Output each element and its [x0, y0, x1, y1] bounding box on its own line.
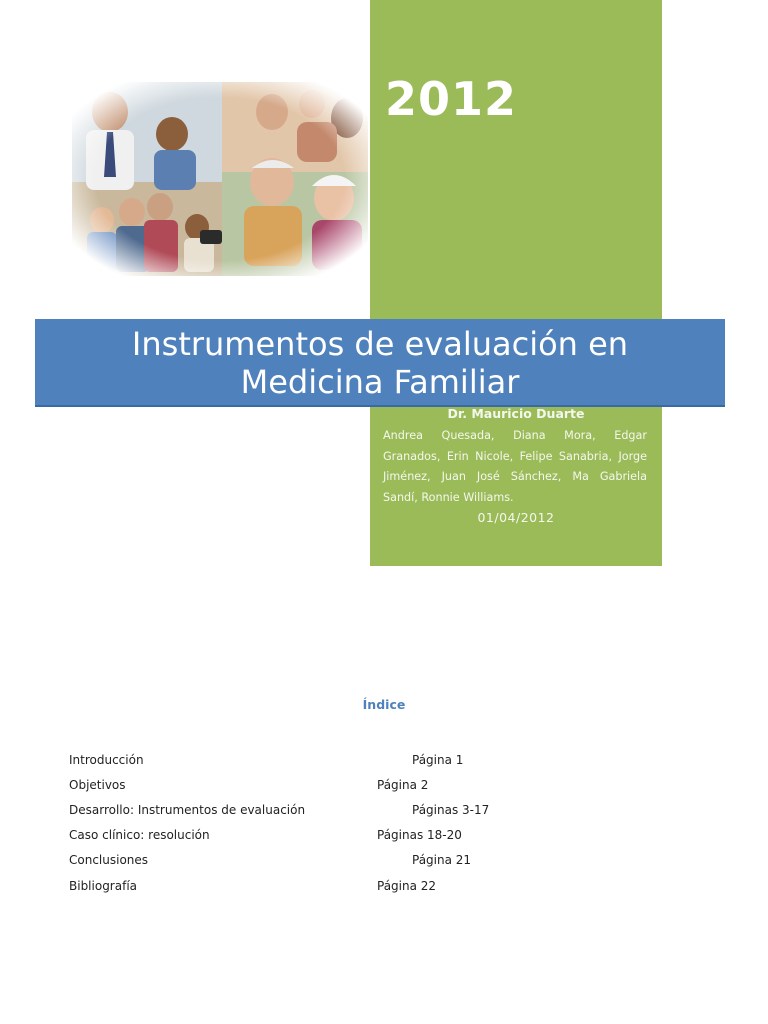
document-title	[35, 319, 725, 407]
title-line-1: Instrumentos de evaluación en	[131, 325, 629, 363]
toc-entry-page: Página 22	[377, 879, 437, 893]
toc-entry-page: Página 21	[412, 853, 472, 867]
toc-entry-page: Página 2	[377, 778, 429, 792]
cover-date: 01/04/2012	[477, 510, 555, 525]
toc-entry-label: Introducción	[69, 753, 144, 767]
toc-entry-label: Bibliografía	[69, 879, 138, 893]
authors-list: Andrea Quesada, Diana Mora, Edgar Granados, Erin Nicole, Felipe Sanabria, Jorge Jiménez, Juan José Sánchez, Ma Gabriela Sandí, Ronnie Williams.	[383, 429, 647, 504]
toc-entry	[69, 828, 729, 846]
title-line-2: Medicina Familiar	[240, 363, 520, 401]
toc-entry	[69, 879, 729, 897]
toc-entry-page: Páginas 18-20	[377, 828, 462, 842]
toc-entry-label: Caso clínico: resolución	[69, 828, 210, 842]
doctor-name: Dr. Mauricio Duarte	[447, 406, 585, 421]
toc-entry-page: Página 1	[412, 753, 464, 767]
toc-entry	[69, 778, 729, 796]
toc-entry	[69, 753, 729, 771]
family-collage-image	[72, 82, 368, 276]
toc-entry-page: Páginas 3-17	[412, 803, 490, 817]
toc-entry	[69, 803, 729, 821]
cover-year: 2012	[385, 72, 518, 126]
toc-entry-label: Desarrollo: Instrumentos de evaluación	[69, 803, 306, 817]
toc-heading: Índice	[362, 697, 406, 712]
toc-entry-label: Conclusiones	[69, 853, 149, 867]
toc-entry	[69, 853, 729, 871]
toc-entry-label: Objetivos	[69, 778, 126, 792]
